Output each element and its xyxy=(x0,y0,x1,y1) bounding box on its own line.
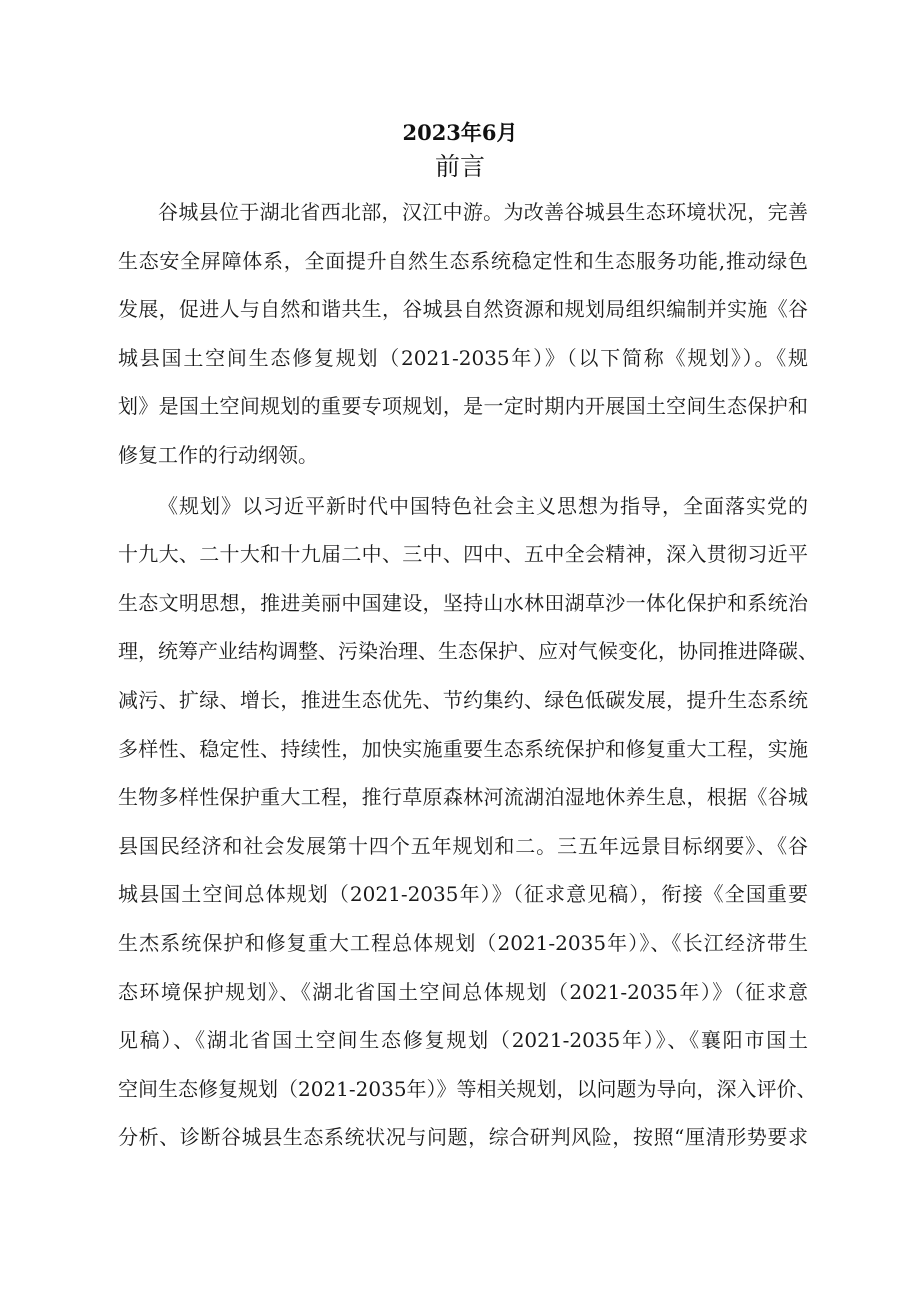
document-body xyxy=(118,188,818,1162)
text-line: 生杰系统保护和修复重大工程总体规划（2021-2035年）》、《长江经济带生 xyxy=(118,930,808,955)
text-line: 县国民经济和社会发展第十四个五年规划和二。三五年远景目标纲要》、《谷 xyxy=(118,833,808,858)
text-line: 生物多样性保护重大工程，推行草原森林河流湖泊湿地休养生息，根据《谷城 xyxy=(118,785,808,810)
section-heading: 前言 xyxy=(434,152,485,181)
text-line: 谷城县位于湖北省西北部，汉江中游。为改善谷城县生态环境状况，完善 xyxy=(158,200,808,224)
text-line: 分析、诊断谷城县生态系统状况与问题，综合研判风险，按照“厘清形势要求 xyxy=(118,1125,808,1150)
text-line: 生态安全屏障体系，全面提升自然生态系统稳定性和生态服务功能,推动绿色 xyxy=(118,248,808,273)
text-line: 理，统筹产业结构调整、污染治理、生态保护、应对气候变化，协同推进降碳、 xyxy=(118,639,818,664)
text-line: 空间生态修复规划（2021-2035年）》等相关规划，以问题为导向，深入评价、 xyxy=(118,1076,817,1101)
text-line: 生态文明思想，推进美丽中国建设，坚持山水林田湖草沙一体化保护和系统治 xyxy=(118,590,808,615)
text-line: 修复工作的行动纲领。 xyxy=(118,442,318,467)
text-line: 《规划》以习近平新时代中国特色社会主义思想为指导，全面落实党的 xyxy=(158,493,808,518)
text-line: 减污、扩绿、增长，推进生态优先、节约集约、绿色低碳发展，提升生态系统 xyxy=(118,687,808,712)
text-line: 城县国土空间生态修复规划（2021-2035年）》（以下简称《规划》）。《规 xyxy=(118,345,808,370)
text-line: 见稿）、《湖北省国土空间生态修复规划（2021-2035年）》、《襄阳市国土 xyxy=(118,1028,808,1053)
text-line: 态环境保护规划》、《湖北省国土空间总体规划（2021-2035年）》（征求意 xyxy=(118,979,808,1004)
text-line: 城县国土空间总体规划（2021-2035年）》（征求意见稿），衔接《全国重要 xyxy=(118,882,808,907)
text-line: 十九大、二十大和十九届二中、三中、四中、五中全会精神，深入贯彻习近平 xyxy=(118,542,808,567)
text-line: 多样性、稳定性、持续性，加快实施重要生态系统保护和修复重大工程，实施 xyxy=(118,736,808,761)
text-line: 划》是国土空间规划的重要专项规划，是一定时期内开展国土空间生态保护和 xyxy=(118,394,808,419)
paragraph-2 xyxy=(118,482,818,1162)
text-line: 发展，促进人与自然和谐共生，谷城县自然资源和规划局组织编制并实施《谷 xyxy=(118,297,808,322)
document-date: 2023年6月 xyxy=(402,120,518,145)
paragraph-1 xyxy=(118,188,808,480)
